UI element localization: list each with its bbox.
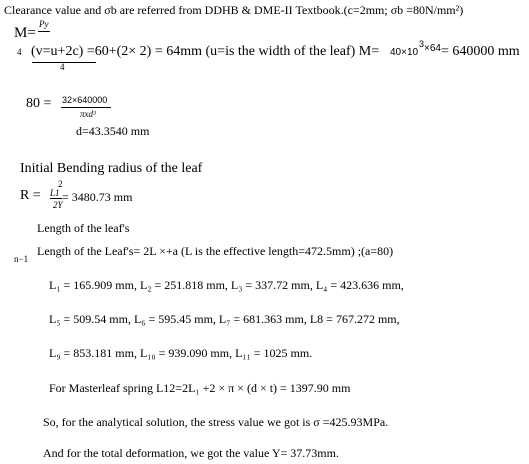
d-value: d=43.3540 mm <box>76 124 150 138</box>
eq80-fraction-bar <box>61 107 111 108</box>
stress-line: So, for the analytical solution, the stress value we got is σ =425.93MPa. <box>43 415 389 429</box>
r-fraction-bar <box>50 198 62 199</box>
width-equation: (v=u+2c) =60+(2× 2) = 64mm (u=is the width of the leaf) M= <box>31 44 380 59</box>
moment-fraction-tail: ×64 <box>424 43 441 54</box>
length-formula: Length of the Leaf's= 2L ×+a (L is the effective length=472.5mm) ;(a=80) <box>37 244 394 258</box>
r-label: R = <box>20 188 41 203</box>
deformation-line: And for the total deformation, we got the value Y= 37.73mm. <box>43 446 339 460</box>
n-minus-one: n−1 <box>14 254 29 264</box>
eq80-left: 80 = <box>26 96 52 111</box>
heading-bending-radius: Initial Bending radius of the leaf <box>20 161 203 176</box>
m-label: M= <box>14 25 36 41</box>
r-fraction-denominator: 2Y <box>53 200 63 210</box>
equation-denominator: 4 <box>60 62 65 72</box>
length-title: Length of the leaf's <box>37 221 130 235</box>
eq80-denominator: πxd³ <box>80 109 96 119</box>
intro-line: Clearance value and σb are referred from DDHB & DME-II Textbook.(c=2mm; σb =80N/mm²) <box>4 3 464 17</box>
m-fraction-bar <box>38 31 50 32</box>
eq80-numerator: 32×640000 <box>62 95 108 105</box>
r-fraction-numerator: L1 <box>50 188 60 198</box>
leaf-lengths-row-1: L₁ = 165.909 mm, L₂ = 251.818 mm, L₃ = 337.72 mm, L₄ = 423.636 mm, <box>49 278 404 292</box>
equation-left-number: 4 <box>17 47 22 57</box>
leaf-lengths-row-3: L₉ = 853.181 mm, L₁₀ = 939.090 mm, L₁₁ = 1025 mm. <box>49 346 313 360</box>
moment-fraction-exponent: 3 <box>419 39 425 49</box>
r-value: = 3480.73 mm <box>62 190 133 204</box>
moment-fraction-numerator: 40×10 <box>390 47 419 58</box>
r-exponent: 2 <box>58 179 63 189</box>
leaf-lengths-row-2: L₅ = 509.54 mm, L₆ = 595.45 mm, L₇ = 681.363 mm, L8 = 767.272 mm, <box>49 312 400 326</box>
master-leaf-line: For Masterleaf spring L12=2L₁ +2 × π × (d × t) = 1397.90 mm <box>49 381 351 395</box>
moment-result: = 640000 mm <box>441 44 520 59</box>
m-fraction-numerator: Py <box>39 19 49 29</box>
